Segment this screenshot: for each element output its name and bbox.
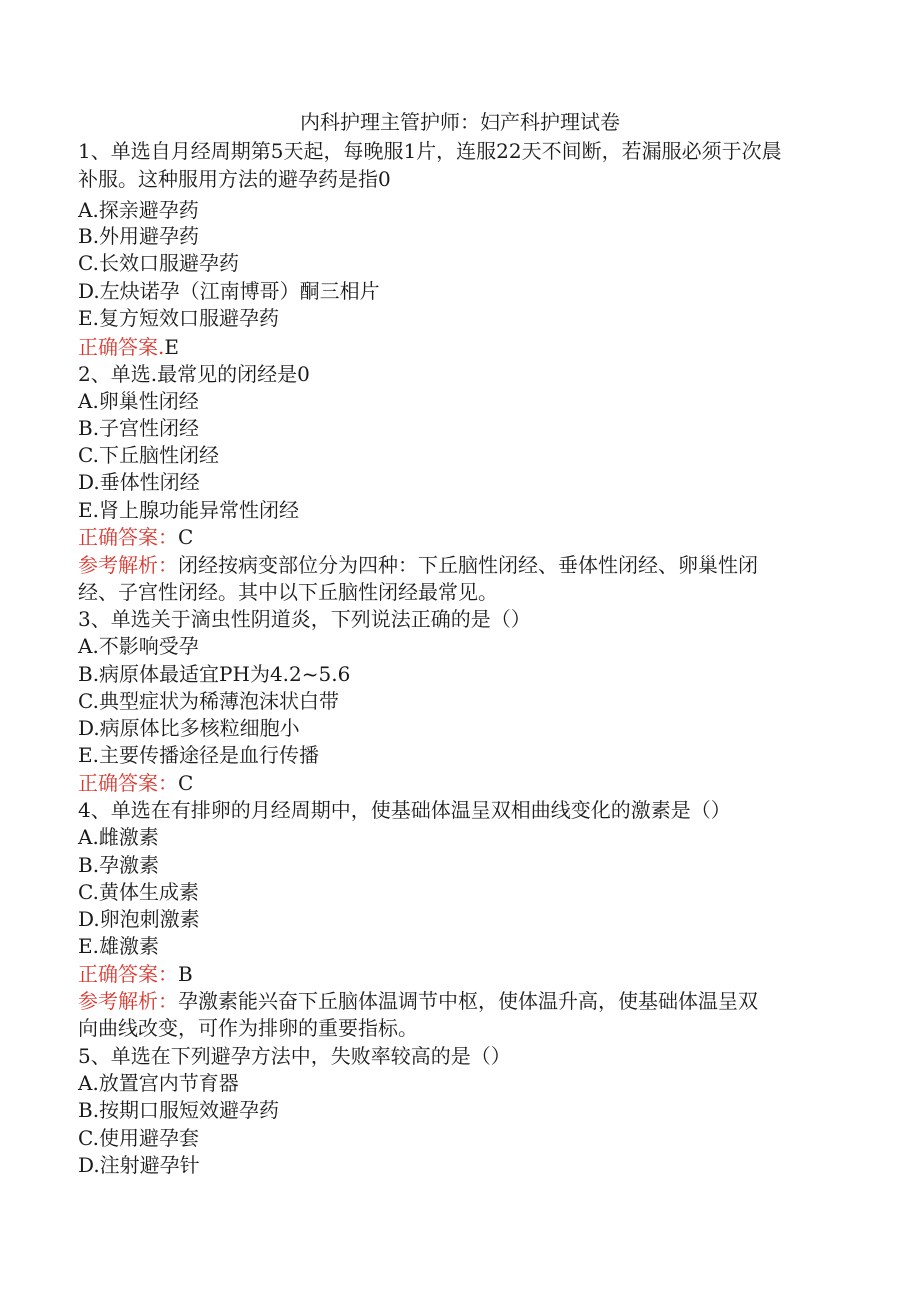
- analysis-text: 闭经按病变部位分为四种：下丘脑性闭经、垂体性闭经、卵巢性闭: [178, 553, 758, 577]
- analysis-label: 参考解析：: [78, 553, 178, 577]
- question-1-stem-line-2: 补服。这种服用方法的避孕药是指0: [78, 167, 391, 191]
- answer-value: C: [178, 525, 194, 549]
- question-1-option-d: D.左炔诺孕（江南博哥）酮三相片: [78, 279, 380, 303]
- question-4-answer: [78, 961, 193, 988]
- question-4-stem-line-1: 4、单选在有排卵的月经周期中，使基础体温呈双相曲线变化的激素是（）: [78, 798, 731, 822]
- question-5-option-d: D.注射避孕针: [78, 1153, 200, 1177]
- document-title: 内科护理主管护师：妇产科护理试卷: [300, 110, 620, 134]
- question-5-option-b: B.按期口服短效避孕药: [78, 1098, 280, 1122]
- question-3-option-b: B.病原体最适宜PH为4.2~5.6: [78, 662, 351, 686]
- analysis-label: 参考解析：: [78, 989, 178, 1013]
- question-3-option-c: C.典型症状为稀薄泡沫状白带: [78, 689, 339, 713]
- answer-label: 正确答案.: [78, 335, 165, 359]
- question-2-stem-line-1: 2、单选.最常见的闭经是0: [78, 362, 310, 386]
- question-1-option-e: E.复方短效口服避孕药: [78, 306, 279, 330]
- question-4-option-c: C.黄体生成素: [78, 880, 199, 904]
- analysis-text: 孕激素能兴奋下丘脑体温调节中枢，使体温升高，使基础体温呈双: [178, 989, 758, 1013]
- question-1-option-c: C.长效口服避孕药: [78, 251, 239, 275]
- question-3-option-d: D.病原体比多核粒细胞小: [78, 716, 300, 740]
- question-2-option-d: D.垂体性闭经: [78, 470, 200, 494]
- question-5-option-c: C.使用避孕套: [78, 1126, 199, 1150]
- answer-value: C: [178, 771, 194, 795]
- question-2-answer: [78, 524, 193, 551]
- answer-value: B: [178, 962, 193, 986]
- question-4-option-d: D.卵泡刺激素: [78, 907, 200, 931]
- question-4-option-b: B.孕激素: [78, 853, 160, 877]
- question-2-option-b: B.子宫性闭经: [78, 416, 200, 440]
- question-3-answer: [78, 770, 193, 797]
- question-1-option-a: A.探亲避孕药: [78, 198, 199, 222]
- question-2-option-c: C.下丘脑性闭经: [78, 443, 219, 467]
- question-4-analysis-line-2: 向曲线改变，可作为排卵的重要指标。: [78, 1016, 418, 1040]
- question-5-stem-line-1: 5、单选在下列避孕方法中，失败率较高的是（）: [78, 1044, 511, 1068]
- answer-label: 正确答案：: [78, 962, 178, 986]
- question-3-option-e: E.主要传播途径是血行传播: [78, 743, 319, 767]
- question-2-option-e: E.肾上腺功能异常性闭经: [78, 498, 299, 522]
- question-4-option-e: E.雄激素: [78, 934, 159, 958]
- answer-label: 正确答案：: [78, 525, 178, 549]
- question-4-option-a: A.雌激素: [78, 825, 159, 849]
- question-5-option-a: A.放置宫内节育器: [78, 1071, 239, 1095]
- question-1-option-b: B.外用避孕药: [78, 224, 200, 248]
- question-1-answer: [78, 334, 179, 361]
- question-3-option-a: A.不影响受孕: [78, 634, 199, 658]
- question-2-option-a: A.卵巢性闭经: [78, 389, 199, 413]
- question-2-analysis-line-1: [78, 552, 758, 579]
- question-3-stem-line-1: 3、单选关于滴虫性阴道炎，下列说法正确的是（）: [78, 607, 531, 631]
- question-4-analysis-line-1: [78, 988, 758, 1015]
- question-2-analysis-line-2: 经、子宫性闭经。其中以下丘脑性闭经最常见。: [78, 580, 498, 604]
- answer-value: E: [164, 335, 179, 359]
- question-1-stem-line-1: 1、单选自月经周期第5天起，每晚服1片，连服22天不间断，若漏服必须于次晨: [78, 139, 782, 163]
- answer-label: 正确答案：: [78, 771, 178, 795]
